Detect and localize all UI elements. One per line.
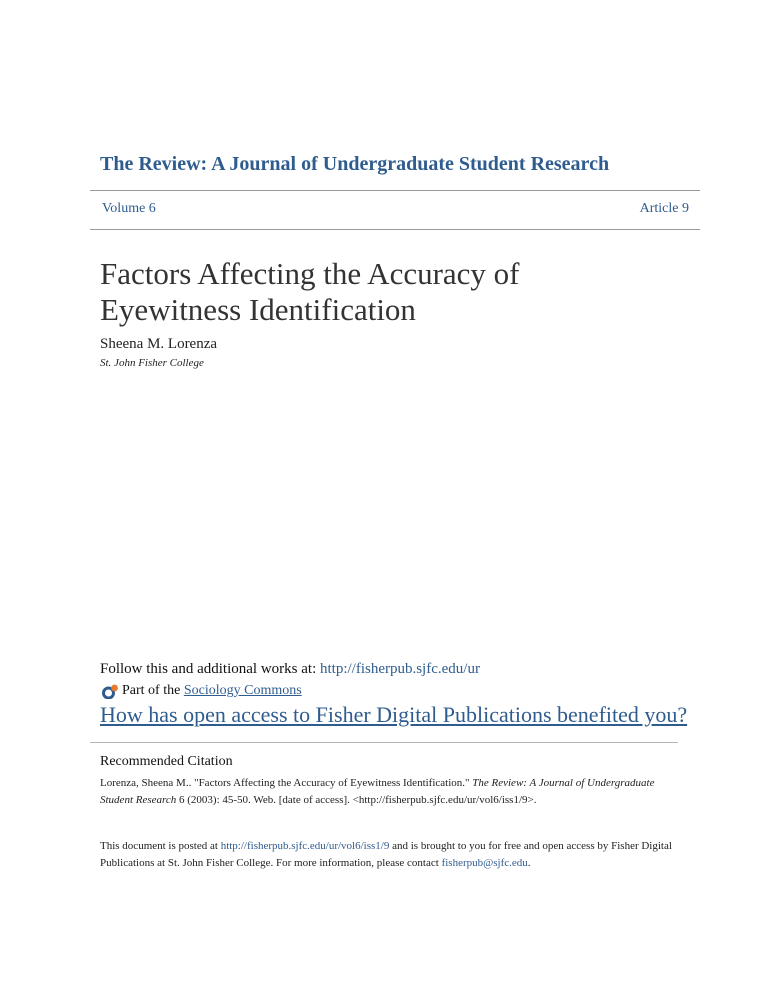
open-access-benefit-link[interactable]: How has open access to Fisher Digital Publications benefited you? (100, 702, 688, 727)
journal-title-link[interactable]: The Review: A Journal of Undergraduate Student Research (100, 153, 610, 175)
notice-prefix: This document is posted at (100, 840, 221, 852)
citation-part-1: Lorenza, Sheena M.. "Factors Affecting the Accuracy of Eyewitness Identification." (100, 777, 473, 789)
volume-link[interactable]: Volume 6 (102, 201, 156, 216)
notice-middle: and is brought to you for free and open access by Fisher Digital Publications at St. John Fisher College. For more information, please contact (100, 840, 672, 869)
follow-line (100, 661, 480, 678)
recommended-citation-heading: Recommended Citation (100, 754, 233, 769)
network-commons-icon (102, 684, 119, 699)
divider-header (90, 229, 700, 230)
notice-suffix: . (527, 857, 531, 869)
divider-top (90, 190, 700, 191)
article-title: Factors Affecting the Accuracy of Eyewitness Identification (100, 256, 520, 327)
citation-part-2: 6 (2003): 45-50. Web. [date of access]. <http://fisherpub.sjfc.edu/ur/vol6/iss1/9>. (176, 794, 537, 806)
citation-text (100, 775, 680, 809)
follow-url-link[interactable]: http://fisherpub.sjfc.edu/ur (319, 661, 480, 677)
part-prefix: Part of the (122, 683, 181, 698)
citation-journal: The Review: A Journal of Undergraduate Student Research (100, 777, 655, 806)
document-url-link[interactable]: http://fisherpub.sjfc.edu/ur/vol6/iss1/9 (220, 840, 390, 852)
author-affiliation: St. John Fisher College (100, 357, 204, 369)
author-name: Sheena M. Lorenza (100, 336, 218, 352)
follow-prefix: Follow this and additional works at: (100, 661, 320, 677)
sociology-commons-link[interactable]: Sociology Commons (183, 683, 302, 698)
contact-email-link[interactable]: fisherpub@sjfc.edu (441, 857, 528, 869)
article-number-link[interactable]: Article 9 (639, 201, 689, 216)
divider-citation (90, 742, 678, 743)
part-of-line (102, 683, 302, 699)
posting-notice (100, 838, 680, 872)
